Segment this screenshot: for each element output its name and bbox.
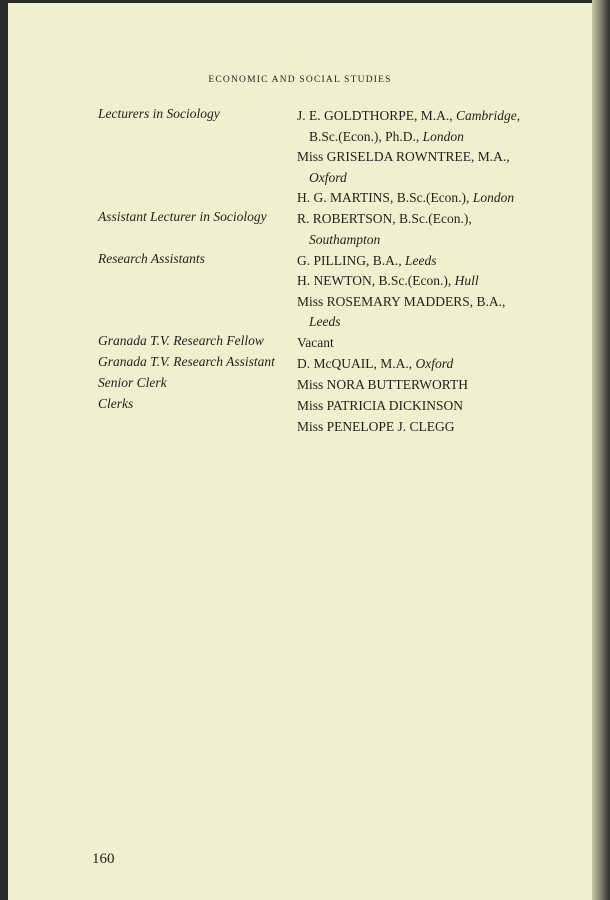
staff-name-line [297, 230, 557, 251]
role-title: Granada T.V. Research Assistant [98, 354, 275, 369]
institution-text: Leeds [309, 314, 341, 329]
staff-name-line [297, 333, 557, 354]
staff-name-line [297, 354, 557, 375]
book-spine-shadow [592, 0, 610, 900]
staff-name-line [297, 375, 557, 396]
role-title: Lecturers in Sociology [98, 106, 220, 121]
role-title: Clerks [98, 396, 134, 411]
staff-names [297, 375, 557, 396]
staff-names [297, 396, 557, 437]
institution-text: London [472, 190, 515, 205]
staff-name-line [297, 396, 557, 417]
institution-text: Cambridge, [456, 108, 521, 123]
institution-text: Leeds [405, 252, 437, 268]
book-page [8, 3, 592, 900]
name-text: Miss ROSEMARY MADDERS, B.A., [297, 293, 506, 309]
staff-name-line [297, 168, 557, 189]
running-header: ECONOMIC AND SOCIAL STUDIES [208, 75, 392, 85]
institution-text: Oxford [415, 356, 454, 371]
staff-name-line [297, 292, 557, 313]
name-text: H. G. MARTINS, B.Sc.(Econ.), [297, 190, 473, 205]
staff-names [297, 333, 557, 354]
role-title: Senior Clerk [98, 375, 167, 390]
name-text: R. ROBERTSON, B.Sc.(Econ.), [297, 211, 472, 226]
institution-text: Hull [454, 273, 479, 288]
staff-names [297, 251, 557, 333]
staff-name-line [297, 312, 557, 333]
staff-name-line [297, 106, 557, 127]
role-title: Granada T.V. Research Fellow [98, 333, 264, 348]
name-text: Miss NORA BUTTERWORTH [297, 377, 468, 392]
staff-name-line [297, 127, 557, 148]
staff-name-line [297, 251, 557, 272]
name-text: H. NEWTON, B.Sc.(Econ.), [297, 273, 455, 288]
name-text: J. E. GOLDTHORPE, M.A., [297, 108, 457, 123]
name-text: Miss PENELOPE J. CLEGG [297, 418, 455, 434]
name-text: Miss PATRICIA DICKINSON [297, 398, 464, 413]
institution-text: Southampton [309, 231, 381, 247]
name-text: Miss GRISELDA ROWNTREE, M.A., [297, 149, 510, 164]
staff-names [297, 354, 557, 375]
name-text: B.Sc.(Econ.), Ph.D., [309, 128, 423, 144]
institution-text: Oxford [309, 169, 347, 185]
staff-name-line [297, 188, 557, 209]
name-text: G. PILLING, B.A., [297, 252, 405, 268]
name-text: Vacant [297, 335, 334, 350]
institution-text: London [422, 128, 464, 144]
staff-name-line [297, 209, 557, 230]
staff-name-line [297, 271, 557, 292]
staff-names [297, 209, 557, 250]
staff-names [297, 106, 557, 209]
staff-name-line [297, 417, 557, 438]
staff-name-line [297, 147, 557, 168]
page-number: 160 [92, 851, 115, 867]
role-title: Assistant Lecturer in Sociology [98, 209, 267, 224]
role-title: Research Assistants [98, 250, 205, 266]
name-text: D. McQUAIL, M.A., [297, 356, 416, 371]
